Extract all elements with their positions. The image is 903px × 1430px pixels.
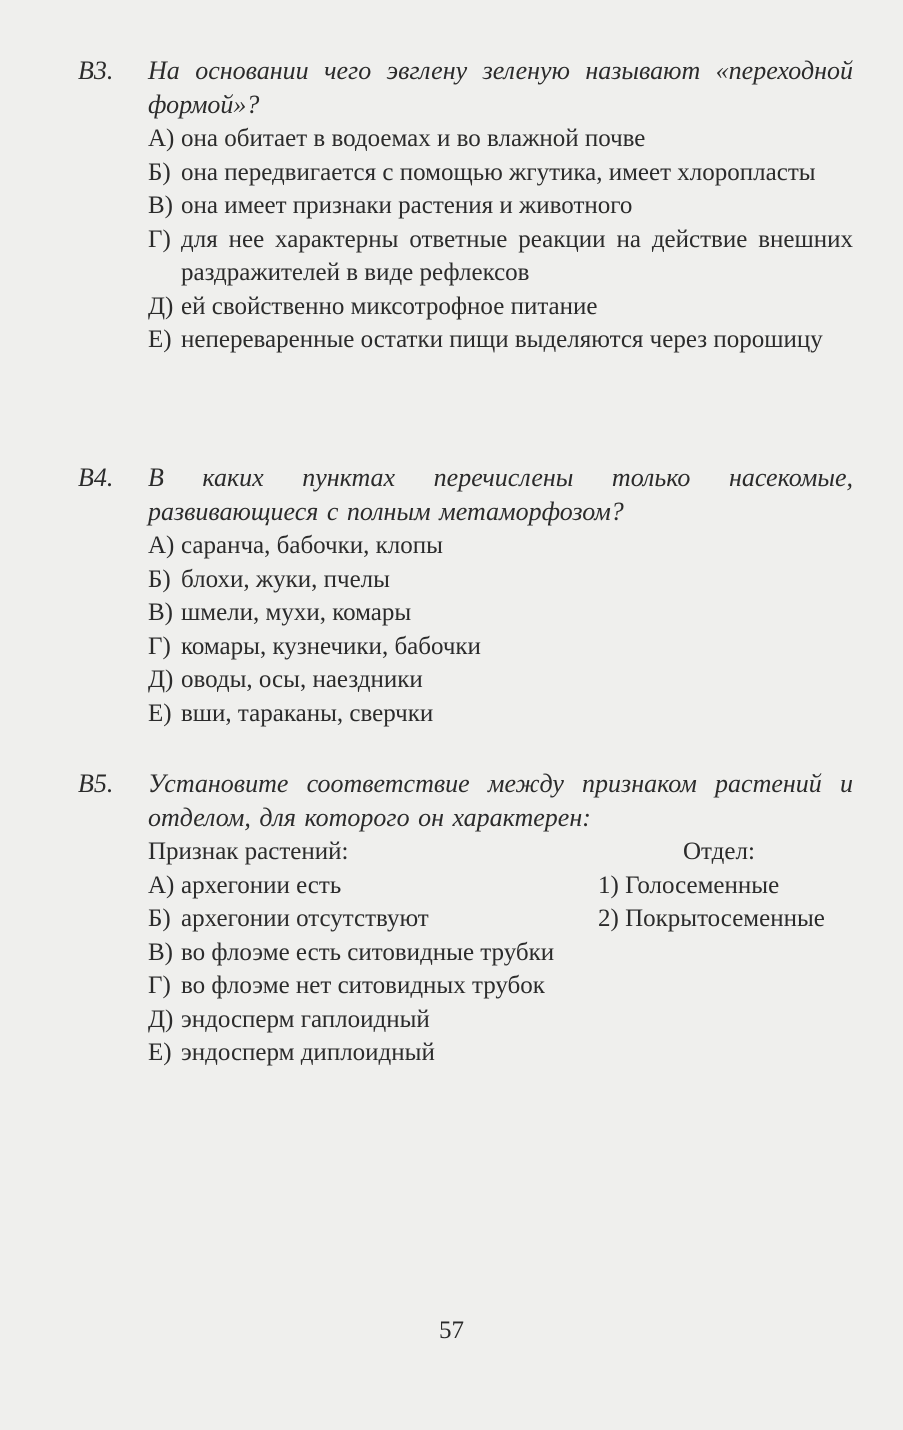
question-text: Установите соответствие между признаком растений и отделом, для которого он характерен: <box>148 769 853 832</box>
option-text: оводы, осы, наездники <box>181 666 423 693</box>
option <box>148 969 853 1003</box>
option <box>148 323 853 357</box>
option <box>148 189 853 223</box>
option-letter: В) <box>148 599 173 626</box>
option-text: вши, тараканы, сверчки <box>181 699 434 727</box>
option <box>148 156 853 190</box>
option <box>148 223 853 290</box>
option-letter: А) <box>148 532 175 559</box>
option-letter: Г) <box>148 972 171 999</box>
question-number: В4. <box>78 463 114 492</box>
option-text: она имеет признаки растения и животного <box>181 192 633 219</box>
option-letter: А) <box>148 125 175 152</box>
option <box>148 290 853 324</box>
option <box>148 563 853 597</box>
option-letter: Д) <box>148 666 174 693</box>
option-text: шмели, мухи, комары <box>181 599 412 626</box>
option <box>148 122 853 156</box>
page-number: 57 <box>439 1317 464 1344</box>
header-features: Признак растений: <box>148 838 349 865</box>
option <box>148 936 853 970</box>
question-b3 <box>78 54 853 357</box>
option <box>148 1036 853 1070</box>
option-text: блохи, жуки, пчелы <box>181 565 390 593</box>
question-text: В каких пунктах перечислены только насекомые, развивающиеся с полным метаморфозом? <box>148 463 853 526</box>
option-letter: В) <box>148 938 173 966</box>
matching-header <box>148 835 853 869</box>
option-letter: Б) <box>148 158 171 186</box>
option-text: архегонии есть <box>181 871 342 899</box>
option-letter: Е) <box>148 326 172 353</box>
matching-row <box>148 869 853 903</box>
option-text: ей свойственно миксотрофное питание <box>181 292 598 320</box>
option-letter: Б) <box>148 905 171 932</box>
option <box>148 902 598 936</box>
option <box>148 697 853 731</box>
option-letter: А) <box>148 871 175 899</box>
option <box>148 630 853 664</box>
option <box>148 869 598 903</box>
option-text: непереваренные остатки пищи выделяются через порошицу <box>181 326 823 353</box>
option-letter: В) <box>148 192 173 219</box>
option-letter: Б) <box>148 565 171 593</box>
option-letter: Е) <box>148 699 172 727</box>
option-text: архегонии отсутствуют <box>181 905 429 932</box>
division-item: 2) Покрытосеменные <box>598 905 825 932</box>
option-letter: Е) <box>148 1039 172 1066</box>
option-text: комары, кузнечики, бабочки <box>181 632 481 660</box>
option-text: она обитает в водоемах и во влажной почве <box>181 125 646 152</box>
option-text: для нее характерны ответные реакции на действие внешних раздражителей в виде рефлексов <box>181 225 853 286</box>
question-number: В5. <box>78 769 114 798</box>
header-division: Отдел: <box>683 838 755 865</box>
option-text: саранча, бабочки, клопы <box>181 532 443 559</box>
option <box>148 596 853 630</box>
option-letter: Д) <box>148 1005 174 1033</box>
option-letter: Г) <box>148 632 171 660</box>
question-text: На основании чего эвглену зеленую называют «переходной формой»? <box>148 56 853 119</box>
question-b4 <box>78 461 853 730</box>
question-number: В3. <box>78 56 114 85</box>
option <box>148 529 853 563</box>
option-letter: Д) <box>148 292 174 320</box>
option <box>148 1003 853 1037</box>
question-b5 <box>78 767 853 1070</box>
option-text: во флоэме нет ситовидных трубок <box>181 972 545 999</box>
option-text: во флоэме есть ситовидные трубки <box>181 938 555 966</box>
option <box>148 663 853 697</box>
option-text: эндосперм диплоидный <box>181 1039 435 1066</box>
matching-row <box>148 902 853 936</box>
option-text: она передвигается с помощью жгутика, имеет хлоропласты <box>181 158 816 186</box>
option-text: эндосперм гаплоидный <box>181 1005 430 1033</box>
division-item: 1) Голосеменные <box>598 871 780 899</box>
option-letter: Г) <box>148 225 171 253</box>
